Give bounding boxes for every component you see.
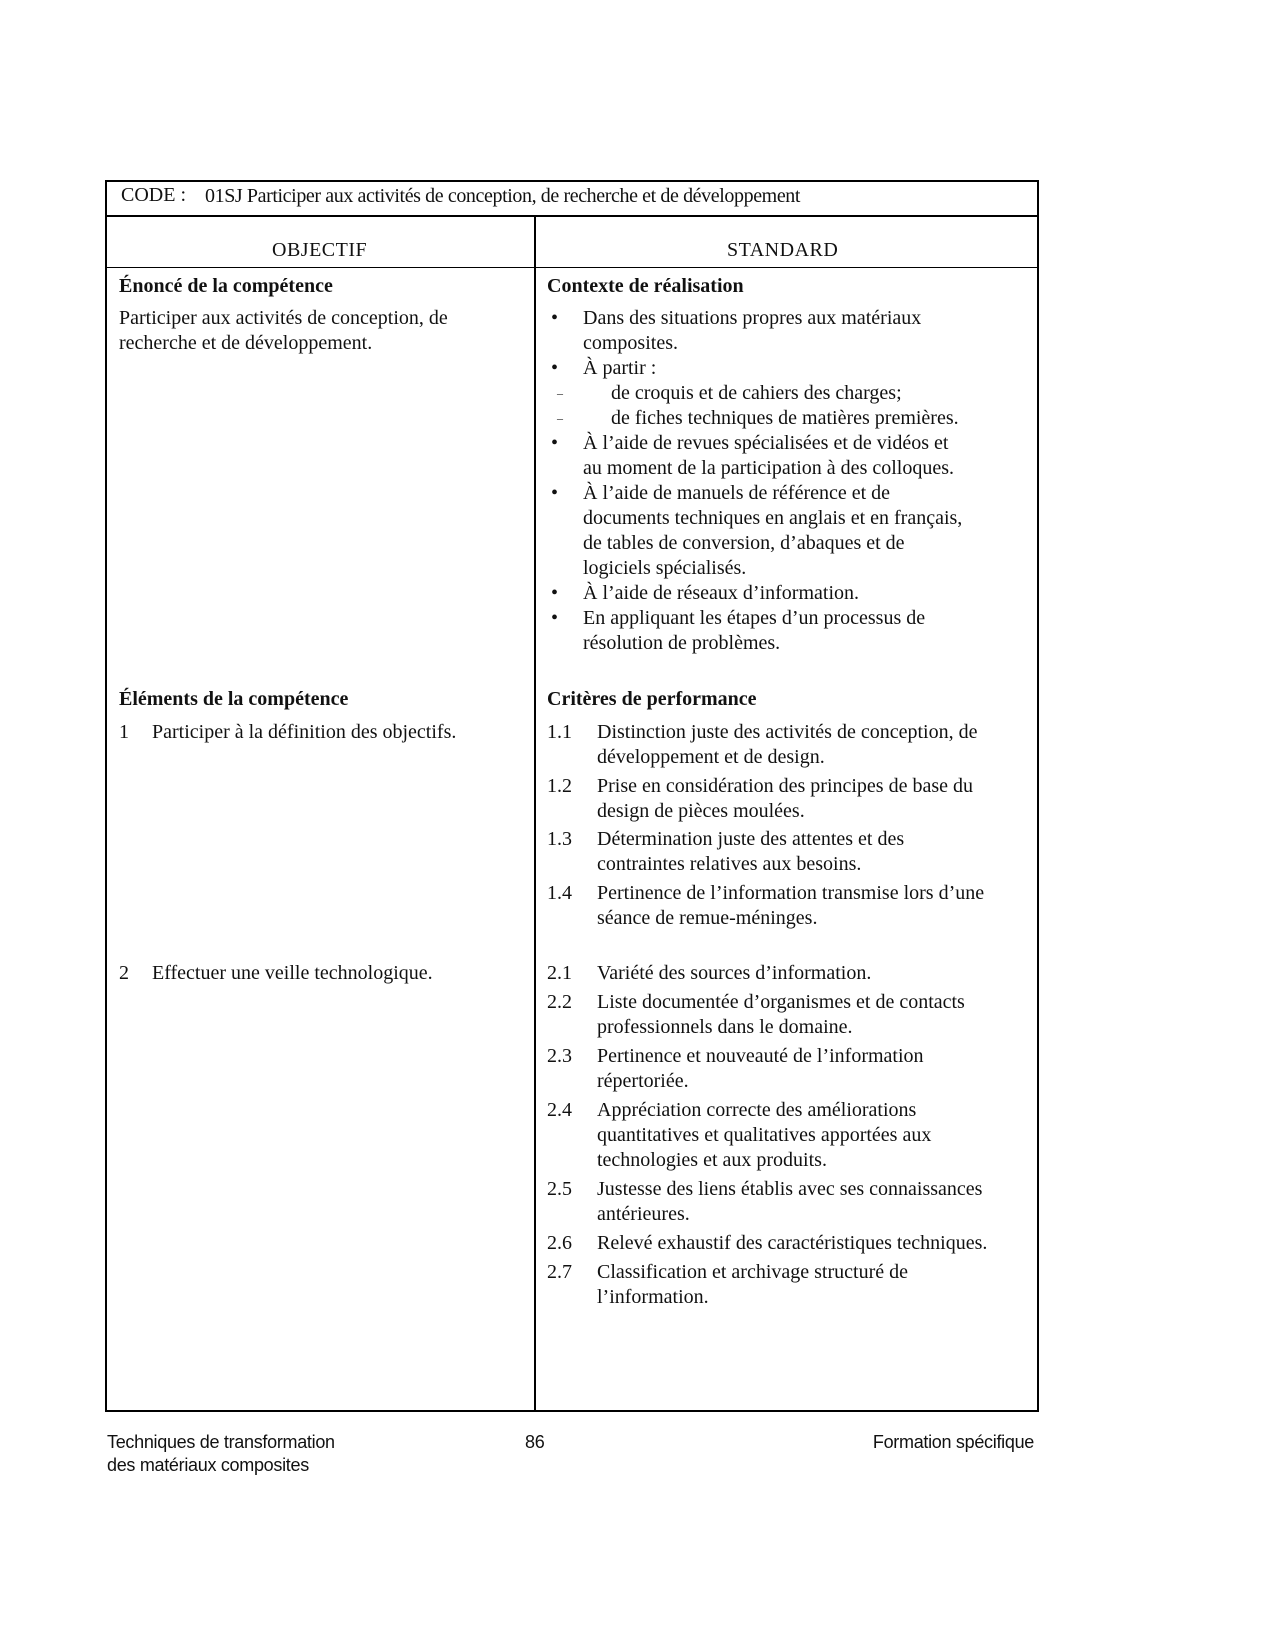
header-divider xyxy=(105,215,1039,217)
critere-number: 2.3 xyxy=(547,1045,572,1067)
contexte-line: À partir : xyxy=(583,357,657,379)
contexte-subline: de croquis et de cahiers des charges; xyxy=(611,382,902,404)
critere-line: Détermination juste des attentes et des xyxy=(597,828,905,850)
table-border-top xyxy=(105,180,1039,182)
critere-line: contraintes relatives aux besoins. xyxy=(597,853,862,875)
critere-line: Relevé exhaustif des caractéristiques techniques. xyxy=(597,1232,988,1254)
critere-number: 1.4 xyxy=(547,882,572,904)
critere-number: 2.4 xyxy=(547,1099,572,1121)
critere-line: Pertinence de l’information transmise lors d’une xyxy=(597,882,985,904)
critere-line: Variété des sources d’information. xyxy=(597,962,872,984)
footer-right: Formation spécifique xyxy=(872,1432,1034,1452)
footer-left-line: des matériaux composites xyxy=(107,1455,309,1475)
column-header-divider xyxy=(105,267,1039,268)
critere-number: 2.1 xyxy=(547,962,572,984)
contexte-line: À l’aide de revues spécialisées et de vidéos et xyxy=(583,432,949,454)
enonce-title: Énoncé de la compétence xyxy=(119,275,333,297)
element-number: 2 xyxy=(119,962,129,984)
critere-line: design de pièces moulées. xyxy=(597,800,805,822)
element-text: Participer à la définition des objectifs. xyxy=(152,721,457,743)
critere-line: séance de remue-méninges. xyxy=(597,907,818,929)
critere-line: Appréciation correcte des améliorations xyxy=(597,1099,917,1121)
contexte-line: résolution de problèmes. xyxy=(583,632,781,654)
critere-number: 2.5 xyxy=(547,1178,572,1200)
table-border-bottom xyxy=(105,1410,1039,1412)
enonce-line: recherche et de développement. xyxy=(119,332,373,354)
footer-left-line: Techniques de transformation xyxy=(107,1432,335,1452)
critere-line: développement et de design. xyxy=(597,746,825,768)
critere-line: Pertinence et nouveauté de l’information xyxy=(597,1045,924,1067)
bullet-icon: • xyxy=(551,607,559,629)
dash-icon: – xyxy=(557,411,563,425)
enonce-line: Participer aux activités de conception, de xyxy=(119,307,448,329)
contexte-line: de tables de conversion, d’abaques et de xyxy=(583,532,905,554)
element-number: 1 xyxy=(119,721,129,743)
bullet-icon: • xyxy=(551,432,559,454)
bullet-icon: • xyxy=(551,357,559,379)
critere-number: 1.3 xyxy=(547,828,572,850)
page-number: 86 xyxy=(525,1432,545,1452)
contexte-line: documents techniques en anglais et en français, xyxy=(583,507,963,529)
critere-line: répertoriée. xyxy=(597,1070,689,1092)
contexte-line: logiciels spécialisés. xyxy=(583,557,747,579)
code-title: 01SJ Participer aux activités de conception, de recherche et de développement xyxy=(205,185,801,207)
table-border-right xyxy=(1037,180,1039,1412)
contexte-line: À l’aide de manuels de référence et de xyxy=(583,482,891,504)
critere-number: 2.6 xyxy=(547,1232,572,1254)
code-label: CODE : xyxy=(121,184,186,206)
elements-title: Éléments de la compétence xyxy=(119,688,349,710)
critere-number: 2.2 xyxy=(547,991,572,1013)
contexte-subline: de fiches techniques de matières premières. xyxy=(611,407,959,429)
critere-line: antérieures. xyxy=(597,1203,690,1225)
bullet-icon: • xyxy=(551,582,559,604)
critere-number: 1.1 xyxy=(547,721,572,743)
bullet-icon: • xyxy=(551,307,559,329)
critere-line: technologies et aux produits. xyxy=(597,1149,827,1171)
contexte-line: En appliquant les étapes d’un processus de xyxy=(583,607,926,629)
critere-line: professionnels dans le domaine. xyxy=(597,1016,853,1038)
criteres-title: Critères de performance xyxy=(547,688,757,710)
column-divider xyxy=(534,216,536,1411)
contexte-line: À l’aide de réseaux d’information. xyxy=(583,582,860,604)
contexte-title: Contexte de réalisation xyxy=(547,275,744,297)
critere-line: Justesse des liens établis avec ses connaissances xyxy=(597,1178,983,1200)
contexte-line: Dans des situations propres aux matériaux xyxy=(583,307,922,329)
bullet-icon: • xyxy=(551,482,559,504)
critere-line: Classification et archivage structuré de xyxy=(597,1261,908,1283)
column-header-objectif: OBJECTIF xyxy=(272,239,368,261)
contexte-line: au moment de la participation à des colloques. xyxy=(583,457,954,479)
critere-line: Distinction juste des activités de conception, de xyxy=(597,721,978,743)
critere-line: Liste documentée d’organismes et de contacts xyxy=(597,991,965,1013)
critere-line: Prise en considération des principes de base du xyxy=(597,775,974,797)
critere-number: 1.2 xyxy=(547,775,572,797)
column-header-standard: STANDARD xyxy=(727,239,839,261)
contexte-line: composites. xyxy=(583,332,678,354)
element-text: Effectuer une veille technologique. xyxy=(152,962,433,984)
table-border-left xyxy=(105,180,107,1412)
critere-number: 2.7 xyxy=(547,1261,572,1283)
critere-line: l’information. xyxy=(597,1286,709,1308)
dash-icon: – xyxy=(557,386,563,400)
critere-line: quantitatives et qualitatives apportées aux xyxy=(597,1124,932,1146)
